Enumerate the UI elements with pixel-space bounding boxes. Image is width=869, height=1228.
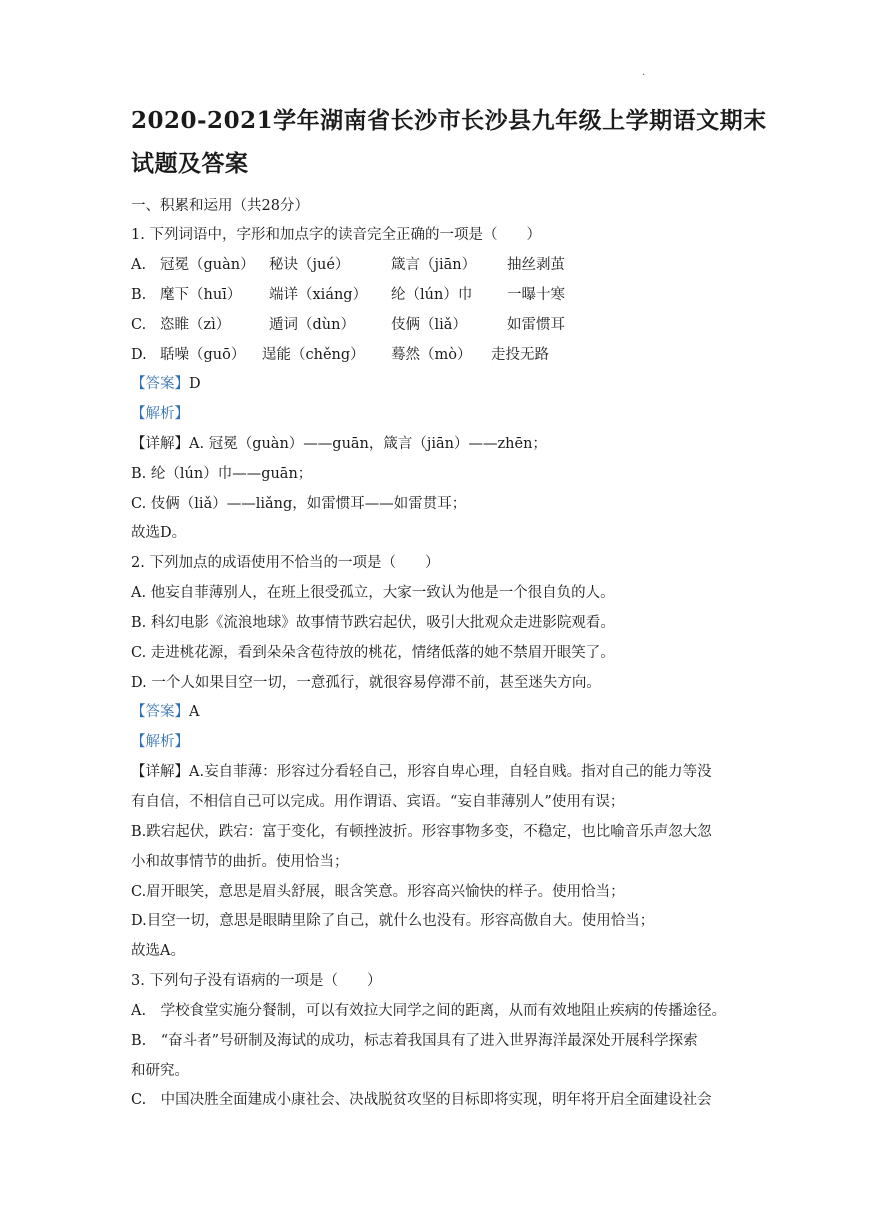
q1-option-b-item-3: 纶（lún）巾 bbox=[391, 287, 473, 303]
section-heading: 一、积累和运用（共28分） bbox=[131, 198, 309, 214]
q1-option-a-label: A. bbox=[131, 257, 147, 273]
q1-option-a-item-4: 抽丝剥茧 bbox=[507, 257, 565, 273]
q1-option-b-item-2: 端详（xiáng） bbox=[269, 287, 368, 303]
q1-option-d-label: D. bbox=[131, 347, 147, 363]
q1-answer-value: D bbox=[189, 376, 201, 392]
q3-line-4: C. 中国决胜全面建成小康社会、决战脱贫攻坚的目标即将实现，明年将开启全面建设社会 bbox=[131, 1092, 712, 1108]
q3-line-1: A. 学校食堂实施分餐制，可以有效拉大同学之间的距离，从而有效地阻止疾病的传播途径。 bbox=[131, 1003, 727, 1019]
corner-mark: · bbox=[642, 70, 646, 81]
q1-detail-line-1 bbox=[131, 433, 547, 455]
q1-option-d-item-2: 逞能（chěng） bbox=[262, 347, 365, 363]
q1-option-b-item-4: 一曝十寒 bbox=[507, 287, 565, 303]
q2-option-d: D. 一个人如果目空一切，一意孤行，就很容易停滞不前，甚至迷失方向。 bbox=[131, 675, 601, 691]
q2-answer-tag: 【答案】 bbox=[131, 704, 189, 720]
q2-detail-line-7: 故选A。 bbox=[131, 943, 185, 959]
q3-stem: 3. 下列句子没有语病的一项是（ ） bbox=[131, 973, 382, 989]
page-title-line-2: 试题及答案 bbox=[131, 150, 249, 177]
q1-answer-tag: 【答案】 bbox=[131, 376, 189, 392]
q1-analysis-label: 【解析】 bbox=[131, 406, 189, 422]
q2-option-c: C. 走进桃花源，看到朵朵含苞待放的桃花，情绪低落的她不禁眉开眼笑了。 bbox=[131, 645, 615, 661]
q3-line-2: B. “奋斗者”号研制及海试的成功，标志着我国具有了进入世界海洋最深处开展科学探索 bbox=[131, 1033, 698, 1049]
q1-option-d-item-3: 蓦然（mò） bbox=[391, 347, 472, 363]
q1-option-a-item-2: 秘诀（jué） bbox=[269, 257, 350, 273]
q2-detail-line-2: 有自信，不相信自己可以完成。用作谓语、宾语。“妄自菲薄别人”使用有误； bbox=[131, 794, 625, 810]
q2-option-a: A. 他妄自菲薄别人，在班上很受孤立，大家一致认为他是一个很自负的人。 bbox=[131, 585, 615, 601]
q2-stem: 2. 下列加点的成语使用不恰当的一项是（ ） bbox=[131, 555, 440, 571]
q2-answer-line bbox=[131, 701, 199, 723]
q2-detail-line-6: D.目空一切，意思是眼睛里除了自己，就什么也没有。形容高傲自大。使用恰当； bbox=[131, 913, 655, 929]
q1-option-d-item-4: 走投无路 bbox=[491, 347, 549, 363]
q1-answer-line bbox=[131, 373, 201, 395]
q2-answer-value: A bbox=[189, 704, 200, 720]
q1-detail-tag: 【详解】 bbox=[131, 436, 189, 452]
q1-detail-line-4: 故选D。 bbox=[131, 525, 187, 541]
q2-detail-line-3: B.跌宕起伏，跌宕：富于变化，有顿挫波折。形容事物多变，不稳定，也比喻音乐声忽大忽 bbox=[131, 824, 712, 840]
q1-option-c-item-2: 遁词（dùn） bbox=[269, 317, 355, 333]
q1-option-c-label: C. bbox=[131, 317, 147, 333]
q1-option-c-item-3: 伎俩（liǎ） bbox=[391, 317, 467, 333]
q1-detail-line-2: B. 纶（lún）巾——guān； bbox=[131, 466, 313, 482]
q2-option-b: B. 科幻电影《流浪地球》故事情节跌宕起伏，吸引大批观众走进影院观看。 bbox=[131, 615, 615, 631]
q2-detail-line-4: 小和故事情节的曲折。使用恰当； bbox=[131, 854, 349, 870]
q1-stem: 1. 下列词语中，字形和加点字的读音完全正确的一项是（ ） bbox=[131, 227, 541, 243]
page-title-line-1: 2020-2021学年湖南省长沙市长沙县九年级上学期语文期末 bbox=[131, 107, 767, 134]
q1-option-c-item-4: 如雷惯耳 bbox=[507, 317, 565, 333]
q1-detail-text-1: A. 冠冕（guàn）——guān，箴言（jiān）——zhēn； bbox=[189, 436, 547, 452]
q1-option-a-item-3: 箴言（jiān） bbox=[391, 257, 477, 273]
q2-analysis-tag bbox=[131, 731, 189, 753]
q1-option-b-label: B. bbox=[131, 287, 147, 303]
q1-option-d-item-1: 聒噪（guō） bbox=[160, 347, 246, 363]
q2-detail-tag: 【详解】 bbox=[131, 764, 189, 780]
q1-detail-line-3: C. 伎俩（liǎ）——liǎng，如雷惯耳——如雷贯耳； bbox=[131, 496, 467, 512]
q1-option-b-item-1: 麾下（huī） bbox=[160, 287, 242, 303]
q2-analysis-label: 【解析】 bbox=[131, 734, 189, 750]
q2-detail-text-1: A.妄自菲薄：形容过分看轻自己，形容自卑心理，自轻自贱。指对自己的能力等没 bbox=[189, 764, 712, 780]
q2-detail-line-1 bbox=[131, 761, 712, 783]
q1-option-a-item-1: 冠冕（guàn） bbox=[160, 257, 255, 273]
q1-analysis-tag bbox=[131, 403, 189, 425]
q2-detail-line-5: C.眉开眼笑，意思是眉头舒展，眼含笑意。形容高兴愉快的样子。使用恰当； bbox=[131, 884, 625, 900]
q1-option-c-item-1: 恣睢（zì） bbox=[160, 317, 231, 333]
q3-line-3: 和研究。 bbox=[131, 1063, 189, 1079]
